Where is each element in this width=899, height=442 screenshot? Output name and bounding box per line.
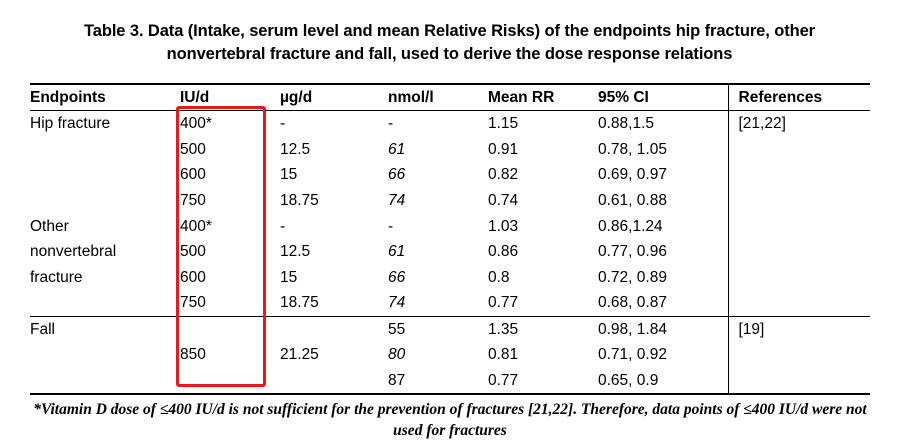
cell-nmol-per-liter: 61 bbox=[388, 243, 406, 261]
cell-ug-per-day: - bbox=[280, 217, 286, 235]
cell-references bbox=[728, 214, 870, 240]
cell-references: [21,22] bbox=[728, 111, 870, 137]
cell-endpoint bbox=[30, 162, 180, 188]
cell-ug-per-day: 12.5 bbox=[280, 140, 311, 158]
cell-ci: 0.77, 0.96 bbox=[598, 243, 667, 261]
cell-mean-rr: 1.03 bbox=[488, 217, 519, 235]
cell-iu-per-day: 600 bbox=[180, 166, 206, 184]
cell-ug-per-day: 18.75 bbox=[280, 192, 319, 210]
cell-ug-per-day: 12.5 bbox=[280, 243, 311, 261]
cell-iu-per-day: 750 bbox=[180, 192, 206, 210]
cell-mean-rr: 0.74 bbox=[488, 192, 519, 210]
cell-iu-per-day bbox=[180, 316, 280, 342]
cell-nmol-per-liter: 61 bbox=[388, 140, 406, 158]
cell-nmol-per-liter: 66 bbox=[388, 268, 406, 286]
cell-ci: 0.72, 0.89 bbox=[598, 268, 667, 286]
cell-mean-rr: 0.82 bbox=[488, 166, 519, 184]
column-header-ug-per-day: µg/d bbox=[280, 84, 388, 111]
cell-references bbox=[728, 265, 870, 291]
column-header-ci: 95% CI bbox=[598, 84, 728, 111]
cell-endpoint bbox=[30, 188, 180, 214]
cell-endpoint: Other bbox=[30, 217, 69, 235]
cell-nmol-per-liter: 66 bbox=[388, 166, 406, 184]
cell-mean-rr: 0.77 bbox=[488, 290, 598, 316]
cell-mean-rr: 1.35 bbox=[488, 320, 519, 338]
cell-mean-rr: 0.86 bbox=[488, 243, 519, 261]
column-header-nmol-per-liter: nmol/l bbox=[388, 84, 488, 111]
cell-iu-per-day bbox=[180, 368, 280, 395]
cell-endpoint: Hip fracture bbox=[30, 115, 111, 133]
table-row bbox=[30, 214, 870, 240]
cell-endpoint: nonvertebral bbox=[30, 243, 117, 261]
cell-ug-per-day: 15 bbox=[280, 166, 298, 184]
table-row bbox=[30, 188, 870, 214]
cell-mean-rr: 0.81 bbox=[488, 346, 519, 364]
cell-ug-per-day: 21.25 bbox=[280, 346, 319, 364]
cell-ci: 0.86,1.24 bbox=[598, 217, 663, 235]
cell-endpoint bbox=[30, 290, 180, 316]
cell-nmol-per-liter: - bbox=[388, 217, 394, 235]
cell-iu-per-day: 400* bbox=[180, 115, 212, 133]
table-row bbox=[30, 342, 870, 368]
cell-iu-per-day: 850 bbox=[180, 346, 206, 364]
cell-endpoint bbox=[30, 342, 180, 368]
cell-endpoint: fracture bbox=[30, 268, 83, 286]
cell-mean-rr: 0.91 bbox=[488, 140, 519, 158]
cell-references bbox=[728, 342, 870, 368]
table-row bbox=[30, 265, 870, 291]
cell-ug-per-day: - bbox=[280, 115, 286, 133]
cell-ci: 0.65, 0.9 bbox=[598, 368, 728, 395]
cell-ug-per-day bbox=[280, 368, 388, 395]
table-row bbox=[30, 290, 870, 316]
cell-ci: 0.61, 0.88 bbox=[598, 192, 667, 210]
column-header-references: References bbox=[728, 84, 870, 111]
cell-references bbox=[728, 188, 870, 214]
column-header-endpoints: Endpoints bbox=[30, 84, 180, 111]
cell-ci: 0.88,1.5 bbox=[598, 115, 655, 133]
cell-ug-per-day bbox=[280, 316, 388, 342]
cell-iu-per-day: 500 bbox=[180, 243, 206, 261]
cell-references bbox=[728, 239, 870, 265]
table-row bbox=[30, 316, 870, 342]
cell-endpoint: Fall bbox=[30, 320, 55, 338]
column-header-mean-rr: Mean RR bbox=[488, 84, 598, 111]
cell-nmol-per-liter: - bbox=[388, 115, 394, 133]
cell-ci: 0.78, 1.05 bbox=[598, 140, 667, 158]
table-caption: Table 3. Data (Intake, serum level and mean Relative Risks) of the endpoints hip fracture, other nonvertebral fracture and fall, used to derive the dose response relations bbox=[84, 22, 815, 64]
cell-endpoint bbox=[30, 137, 180, 163]
cell-references bbox=[728, 137, 870, 163]
table-row bbox=[30, 111, 870, 137]
table-row bbox=[30, 239, 870, 265]
table-header bbox=[30, 84, 870, 111]
cell-iu-per-day: 750 bbox=[180, 290, 280, 316]
table-body bbox=[30, 111, 870, 395]
cell-endpoint bbox=[30, 368, 180, 395]
cell-ug-per-day: 15 bbox=[280, 268, 298, 286]
cell-iu-per-day: 400* bbox=[180, 217, 212, 235]
cell-nmol-per-liter: 74 bbox=[388, 192, 406, 210]
cell-references bbox=[728, 290, 870, 316]
data-table bbox=[30, 83, 870, 396]
cell-references bbox=[728, 162, 870, 188]
cell-iu-per-day: 600 bbox=[180, 268, 206, 286]
cell-references bbox=[728, 368, 870, 395]
cell-nmol-per-liter: 80 bbox=[388, 346, 406, 364]
cell-ug-per-day: 18.75 bbox=[280, 290, 388, 316]
table-footnote: *Vitamin D dose of ≤400 IU/d is not sufficient for the prevention of fractures [21,22]. Therefore, data points of ≤400 IU/d were not used for fractures bbox=[33, 401, 867, 440]
cell-nmol-per-liter: 55 bbox=[388, 320, 406, 338]
cell-mean-rr: 1.15 bbox=[488, 115, 519, 133]
table-row bbox=[30, 162, 870, 188]
cell-ci: 0.68, 0.87 bbox=[598, 290, 728, 316]
cell-ci: 0.98, 1.84 bbox=[598, 320, 667, 338]
cell-ci: 0.71, 0.92 bbox=[598, 346, 667, 364]
column-header-iu-per-day: IU/d bbox=[180, 84, 280, 111]
cell-nmol-per-liter: 87 bbox=[388, 368, 488, 395]
table-header-row bbox=[30, 84, 870, 111]
table-row bbox=[30, 137, 870, 163]
cell-nmol-per-liter: 74 bbox=[388, 290, 488, 316]
cell-ci: 0.69, 0.97 bbox=[598, 166, 667, 184]
cell-mean-rr: 0.77 bbox=[488, 368, 598, 395]
table-row bbox=[30, 368, 870, 395]
cell-references: [19] bbox=[728, 316, 870, 342]
cell-iu-per-day: 500 bbox=[180, 140, 206, 158]
cell-mean-rr: 0.8 bbox=[488, 268, 510, 286]
